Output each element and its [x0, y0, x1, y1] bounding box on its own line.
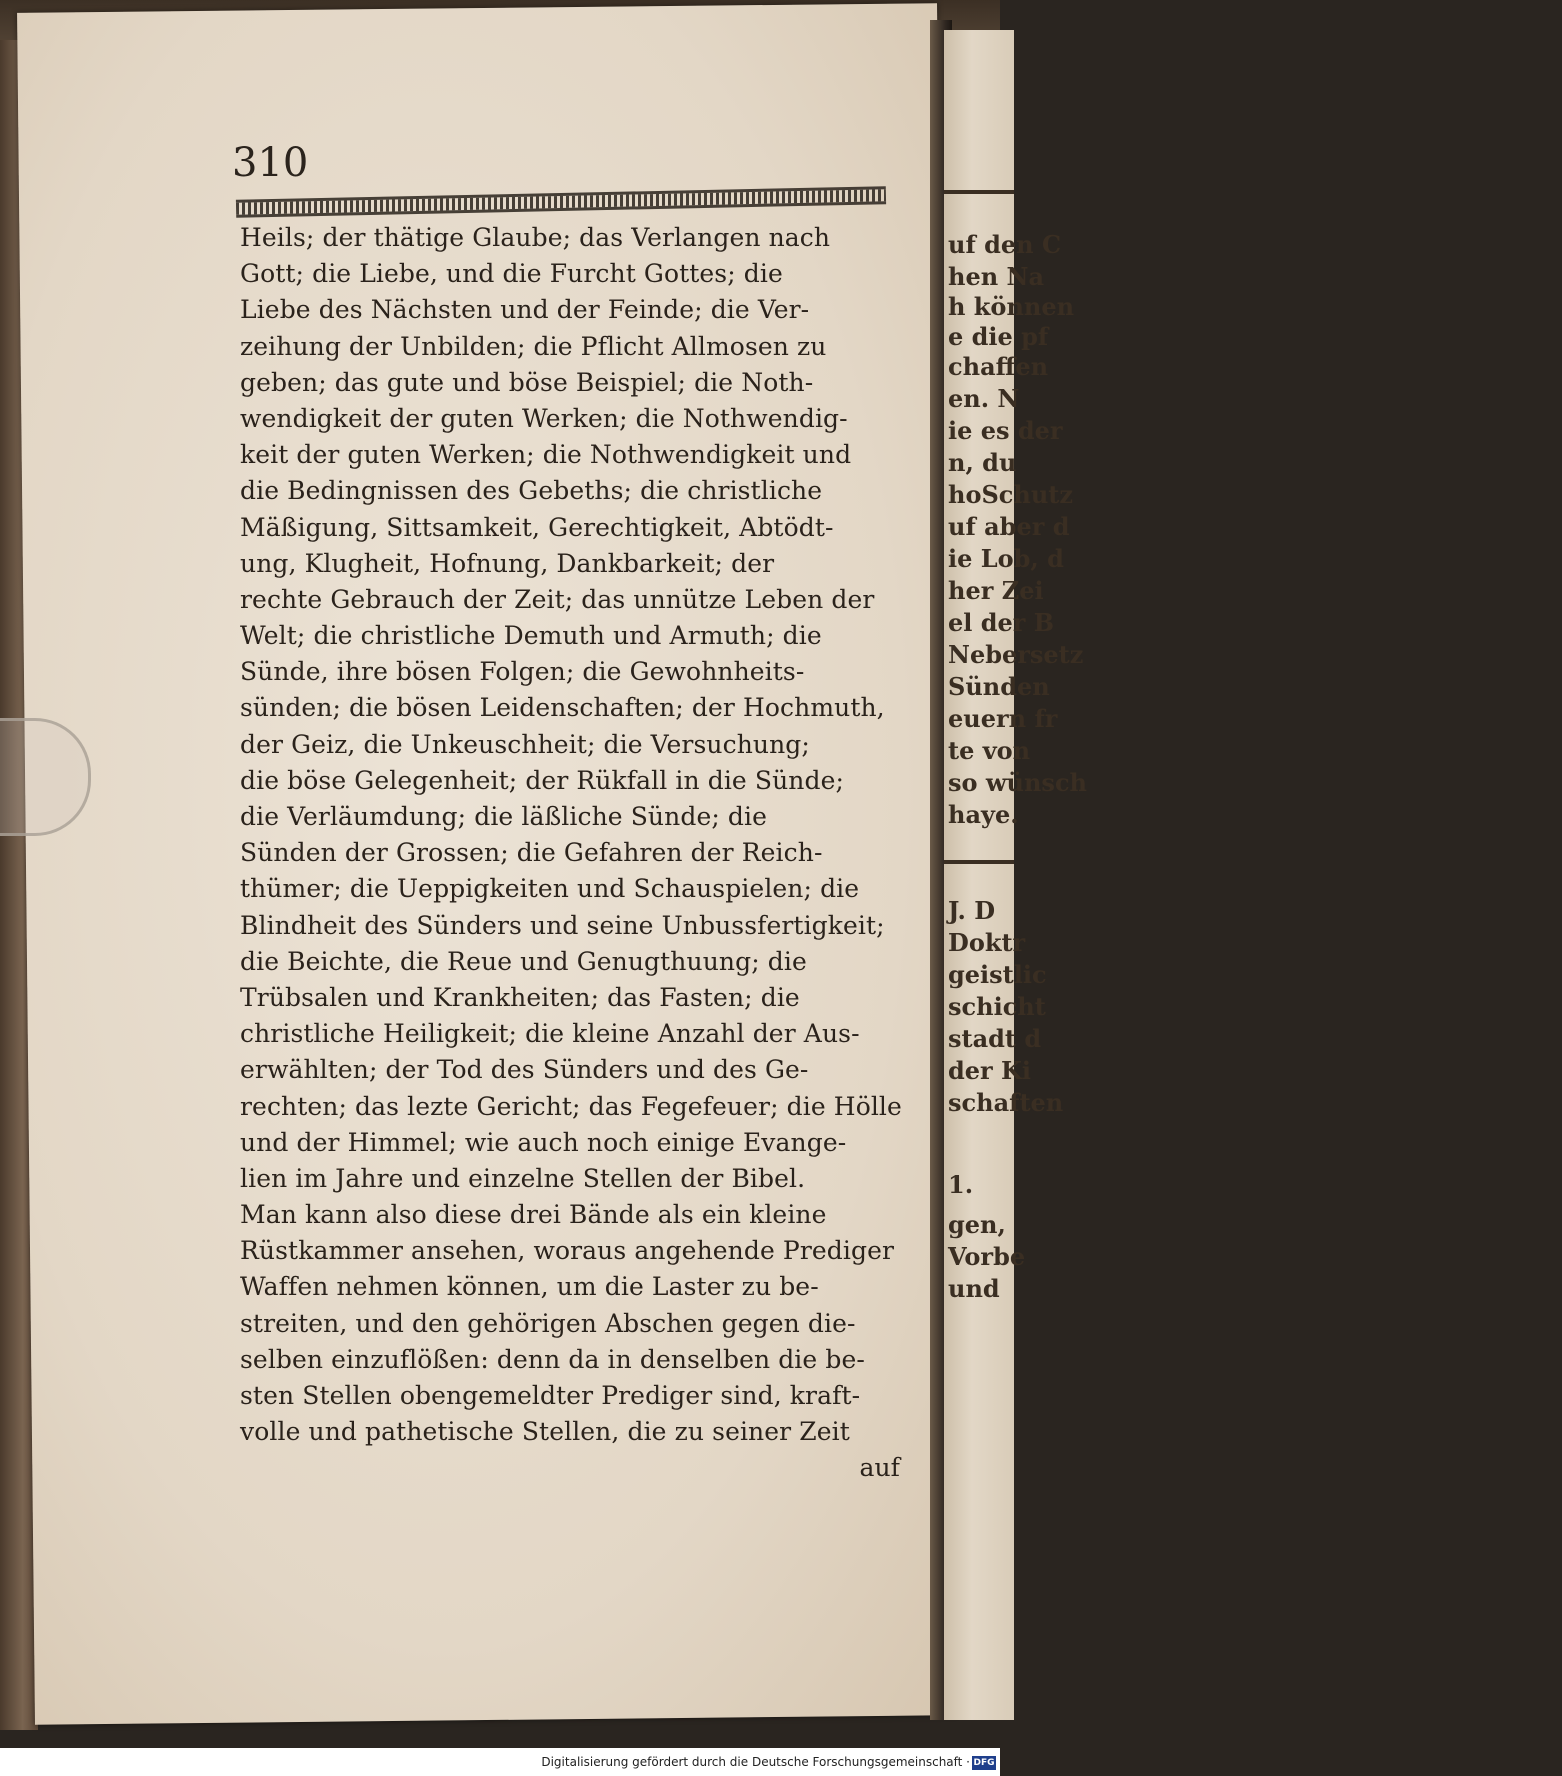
facing-page-fragment: Nebersetz — [948, 640, 1084, 669]
facing-page-fragment: uf aber d — [948, 512, 1070, 541]
facing-page-fragment: geistlic — [948, 960, 1047, 989]
facing-page-fragment: haye. — [948, 800, 1019, 829]
facing-page-fragment: h können — [948, 292, 1075, 321]
text-line: rechten; das lezte Gericht; das Fegefeuer; die Hölle — [240, 1091, 902, 1121]
body-text — [240, 220, 900, 1487]
facing-page-fragment: uf den C — [948, 230, 1062, 259]
footer-credit: Digitalisierung gefördert durch die Deutsche Forschungsgemeinschaft · — [541, 1755, 970, 1769]
facing-page-fragment: ie Lob, d — [948, 544, 1064, 573]
facing-page-fragment: euern fr — [948, 704, 1058, 733]
facing-page-rule-a — [944, 190, 1014, 194]
text-line: thümer; die Ueppigkeiten und Schauspielen; die — [240, 874, 860, 904]
facing-page-fragment: hen Na — [948, 262, 1045, 291]
text-line: Blindheit des Sünders und seine Unbussfertigkeit; — [240, 910, 885, 940]
facing-page-fragment: so wünsch — [948, 768, 1088, 797]
text-line: selben einzuflößen: denn da in denselben die be- — [240, 1344, 865, 1374]
text-line: volle und pathetische Stellen, die zu seiner Zeit — [240, 1417, 850, 1447]
facing-page-fragment: der Ki — [948, 1056, 1032, 1085]
text-line: Liebe des Nächsten und der Feinde; die Ver- — [240, 295, 810, 325]
text-line: die Bedingnissen des Gebeths; die christliche — [240, 476, 823, 506]
text-line: keit der guten Werken; die Nothwendigkeit und — [240, 440, 852, 470]
facing-page-fragment: Sünden — [948, 672, 1050, 701]
facing-page-fragment: e die pf — [948, 322, 1049, 351]
facing-page-fragment: el der B — [948, 608, 1055, 637]
text-line: der Geiz, die Unkeuschheit; die Versuchung; — [240, 729, 810, 759]
text-line: Rüstkammer ansehen, woraus angehende Prediger — [240, 1236, 895, 1266]
facing-page-fragment: 1. — [948, 1170, 974, 1199]
text-line: streiten, und den gehörigen Abschen gegen die- — [240, 1308, 856, 1338]
text-line: wendigkeit der guten Werken; die Nothwendig- — [240, 403, 848, 433]
page-number: 310 — [232, 140, 309, 186]
catchword: auf — [859, 1453, 900, 1483]
text-line: und der Himmel; wie auch noch einige Evange- — [240, 1127, 847, 1157]
text-line: die Beichte, die Reue und Genugthuung; die — [240, 946, 807, 976]
text-line: Welt; die christliche Demuth und Armuth; die — [240, 621, 822, 651]
text-line: sünden; die bösen Leidenschaften; der Hochmuth, — [240, 693, 885, 723]
dfg-logo[interactable]: DFG — [973, 1758, 995, 1768]
facing-page-fragment: te von — [948, 736, 1031, 765]
text-line: lien im Jahre und einzelne Stellen der Bibel. — [240, 1163, 806, 1193]
text-line: Heils; der thätige Glaube; das Verlangen nach — [240, 223, 831, 252]
facing-page-fragment: hoSchutz — [948, 480, 1074, 509]
text-line: Waffen nehmen können, um die Laster zu be- — [240, 1272, 819, 1302]
text-line: Mäßigung, Sittsamkeit, Gerechtigkeit, Abtödt- — [240, 512, 834, 542]
text-line: die Verläumdung; die läßliche Sünde; die — [240, 802, 767, 831]
text-line: christliche Heiligkeit; die kleine Anzahl der Aus- — [240, 1019, 860, 1049]
facing-page-fragment: gen, — [948, 1210, 1006, 1239]
facing-page-rule-b — [944, 860, 1014, 864]
facing-page-fragment: en. N — [948, 384, 1020, 413]
facing-page-fragment: und — [948, 1274, 1000, 1303]
text-line: erwählten; der Tod des Sünders und des Ge- — [240, 1055, 809, 1085]
text-line: geben; das gute und böse Beispiel; die Noth- — [240, 367, 814, 397]
footer-bar — [0, 1748, 1000, 1776]
facing-page-fragment: Vorbe — [948, 1242, 1026, 1271]
text-line: die böse Gelegenheit; der Rükfall in die Sünde; — [240, 765, 845, 795]
facing-page-fragment: J. D — [948, 896, 996, 925]
facing-page-fragment: stadt d — [948, 1024, 1042, 1053]
text-line: Sünden der Grossen; die Gefahren der Reich- — [240, 838, 823, 868]
text-line: Man kann also diese drei Bände als ein kleine — [240, 1200, 827, 1230]
text-line: rechte Gebrauch der Zeit; das unnütze Leben der — [240, 584, 875, 614]
text-line: ung, Klugheit, Hofnung, Dankbarkeit; der — [240, 548, 775, 578]
facing-page-fragment: her Zei — [948, 576, 1044, 605]
text-line: Sünde, ihre bösen Folgen; die Gewohnheits- — [240, 657, 805, 687]
facing-page — [944, 30, 1088, 1720]
text-line: zeihung der Unbilden; die Pflicht Allmosen zu — [240, 331, 827, 361]
facing-page-fragment: n, du — [948, 448, 1017, 477]
facing-page-fragment: chaffen — [948, 352, 1049, 381]
facing-page-fragment: schaften — [948, 1088, 1064, 1117]
facing-page-fragment: schicht — [948, 992, 1046, 1021]
facing-page-fragment: Doktr — [948, 928, 1026, 957]
text-line: Trübsalen und Krankheiten; das Fasten; die — [240, 982, 800, 1012]
facing-page-fragment: ie es der — [948, 416, 1063, 445]
text-line: sten Stellen obengemeldter Prediger sind, kraft- — [240, 1381, 861, 1410]
text-line: Gott; die Liebe, und die Furcht Gottes; die — [240, 259, 783, 289]
